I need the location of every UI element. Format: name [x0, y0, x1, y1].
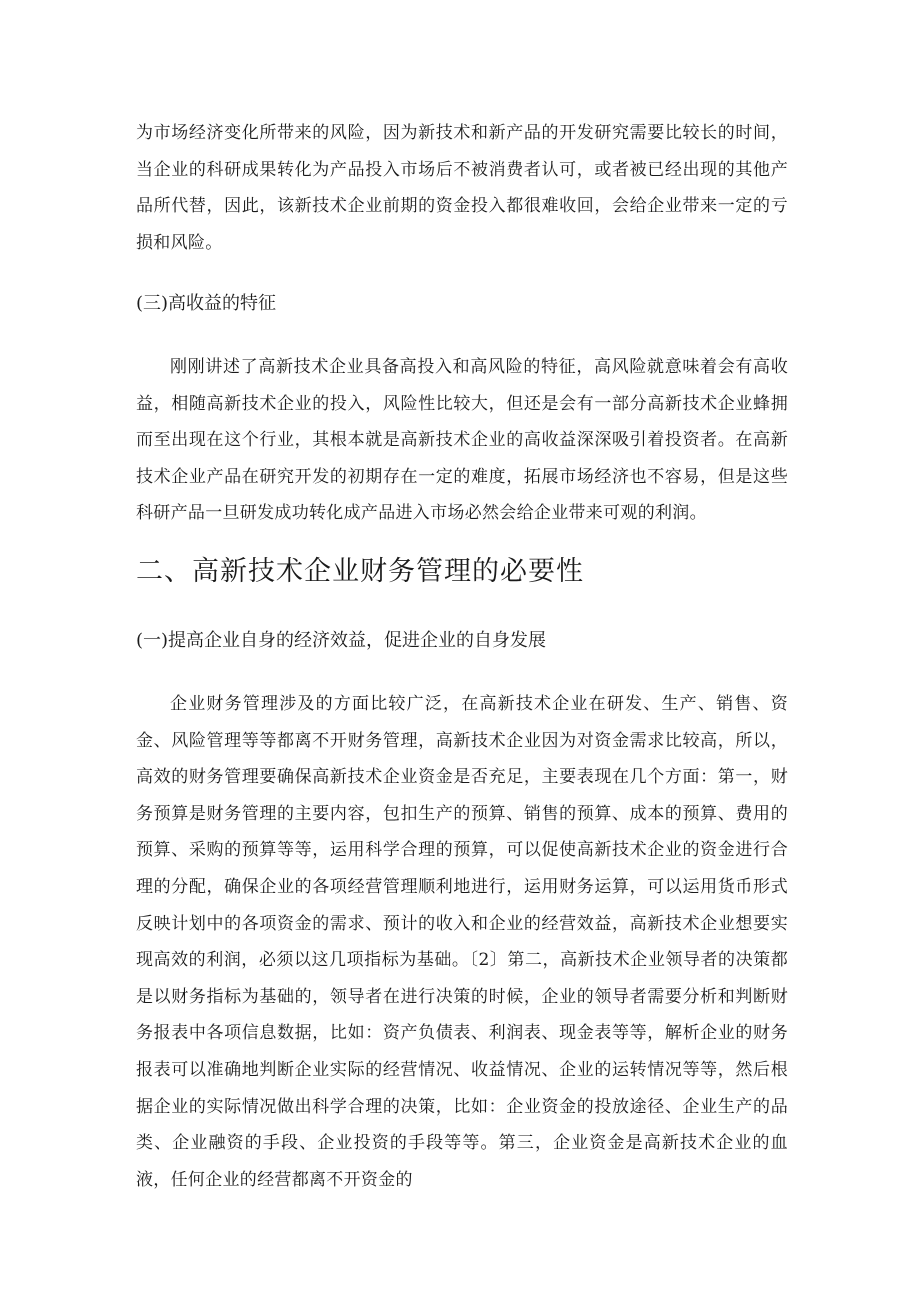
paragraph-high-return: 刚刚讲述了高新技术企业具备高投入和高风险的特征，高风险就意味着会有高收益，相随高新技术企业的投入，风险性比较大，但还是会有一部分高新技术企业蜂拥而至出现在这个行业，其根本就是高新技术企业的高收益深深吸引着投资者。在高新技术企业产品在研究开发的初期存在一定的难度，拓展市场经济也不容易，但是这些科研产品一旦研发成功转化成产品进入市场必然会给企业带来可观的利润。: [136, 357, 788, 524]
section-heading-necessity: 二、高新技术企业财务管理的必要性: [136, 556, 584, 587]
paragraph-risk-continued: 为市场经济变化所带来的风险，因为新技术和新产品的开发研究需要比较长的时间，当企业的科研成果转化为产品投入市场后不被消费者认可，或者被已经出现的其他产品所代替，因此，该新技术企业前期的资金投入都很难收回，会给企业带来一定的亏损和风险。: [136, 123, 788, 253]
subheading-economic-benefit: (一)提高企业自身的经济效益，促进企业的自身发展: [136, 630, 547, 651]
subheading-high-return: (三)高收益的特征: [136, 293, 277, 314]
paragraph-necessity: 企业财务管理涉及的方面比较广泛，在高新技术企业在研发、生产、销售、资金、风险管理等等都离不开财务管理，高新技术企业因为对资金需求比较高，所以，高效的财务管理要确保高新技术企业资金是否充足，主要表现在几个方面：第一，财务预算是财务管理的主要内容，包扣生产的预算、销售的预算、成本的预算、费用的预算、采购的预算等等，运用科学合理的预算，可以促使高新技术企业的资金进行合理的分配，确保企业的各项经营管理顺利地进行，运用财务运算，可以运用货币形式反映计划中的各项资金的需求、预计的收入和企业的经营效益，高新技术企业想要实现高效的利润，必须以这几项指标为基础。〔2〕第二，高新技术企业领导者的决策都是以财务指标为基础的，领导者在进行决策的时候，企业的领导者需要分析和判断财务报表中各项信息数据，比如：资产负债表、利润表、现金表等等，解析企业的财务报表可以准确地判断企业实际的经营情况、收益情况、企业的运转情况等等，然后根据企业的实际情况做出科学合理的决策，比如：企业资金的投放途径、企业生产的品类、企业融资的手段、企业投资的手段等等。第三，企业资金是高新技术企业的血液，任何企业的经营都离不开资金的: [136, 694, 788, 1190]
